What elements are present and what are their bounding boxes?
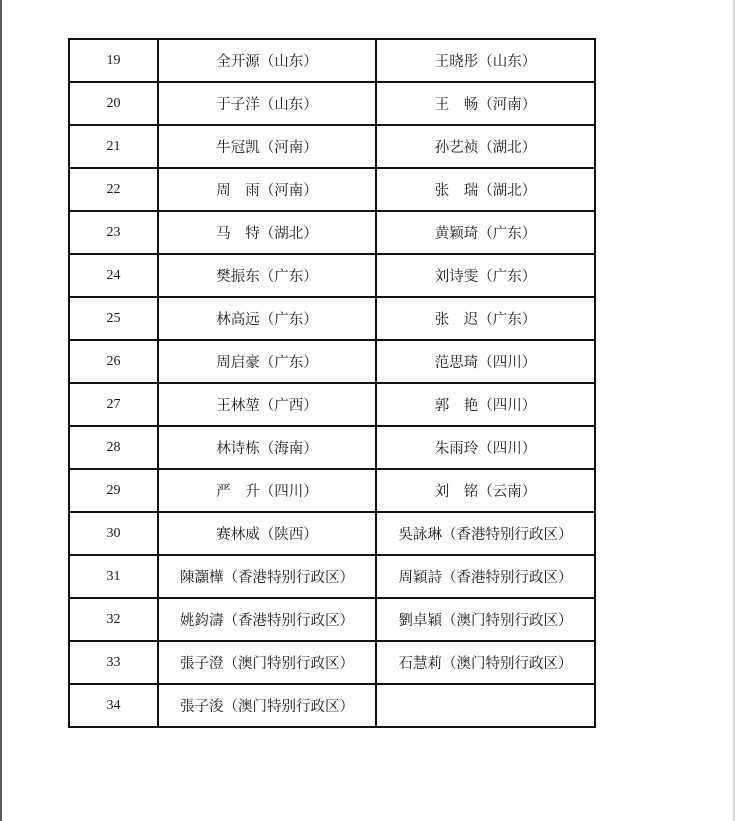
table-row [69, 125, 595, 168]
row-number: 25 [69, 297, 158, 340]
right-player-cell: 吳詠琳（香港特别行政区） [376, 512, 595, 555]
table-row [69, 383, 595, 426]
table-row [69, 297, 595, 340]
right-player-cell: 王 畅（河南） [376, 82, 595, 125]
table-row [69, 512, 595, 555]
row-number: 31 [69, 555, 158, 598]
table-row [69, 598, 595, 641]
right-player-cell: 石慧莉（澳门特别行政区） [376, 641, 595, 684]
table-row [69, 684, 595, 727]
table-row [69, 340, 595, 383]
right-player-cell: 刘诗雯（广东） [376, 254, 595, 297]
left-player-cell: 張子澄（澳门特别行政区） [158, 641, 376, 684]
right-player-cell: 范思琦（四川） [376, 340, 595, 383]
table-row [69, 82, 595, 125]
row-number: 33 [69, 641, 158, 684]
right-player-cell: 王晓彤（山东） [376, 39, 595, 82]
table-row [69, 641, 595, 684]
table-row [69, 39, 595, 82]
row-number: 24 [69, 254, 158, 297]
table-row [69, 254, 595, 297]
row-number: 21 [69, 125, 158, 168]
row-number: 30 [69, 512, 158, 555]
page-edge-left [0, 0, 2, 821]
left-player-cell: 周 雨（河南） [158, 168, 376, 211]
row-number: 28 [69, 426, 158, 469]
left-player-cell: 林诗栋（海南） [158, 426, 376, 469]
row-number: 32 [69, 598, 158, 641]
left-player-cell: 樊振东（广东） [158, 254, 376, 297]
left-player-cell: 陳灝樺（香港特别行政区） [158, 555, 376, 598]
left-player-cell: 張子浚（澳门特别行政区） [158, 684, 376, 727]
roster-table [68, 38, 596, 728]
left-player-cell: 于子洋（山东） [158, 82, 376, 125]
row-number: 23 [69, 211, 158, 254]
left-player-cell: 全开源（山东） [158, 39, 376, 82]
right-player-cell [376, 684, 595, 727]
table-row [69, 469, 595, 512]
row-number: 19 [69, 39, 158, 82]
left-player-cell: 马 特（湖北） [158, 211, 376, 254]
row-number: 29 [69, 469, 158, 512]
left-player-cell: 林高远（广东） [158, 297, 376, 340]
right-player-cell: 孙艺祯（湖北） [376, 125, 595, 168]
right-player-cell: 郭 艳（四川） [376, 383, 595, 426]
right-player-cell: 黄颖琦（广东） [376, 211, 595, 254]
left-player-cell: 周启豪（广东） [158, 340, 376, 383]
left-player-cell: 牛冠凯（河南） [158, 125, 376, 168]
table-row [69, 211, 595, 254]
table-row [69, 555, 595, 598]
row-number: 22 [69, 168, 158, 211]
row-number: 27 [69, 383, 158, 426]
row-number: 20 [69, 82, 158, 125]
left-player-cell: 赛林威（陕西） [158, 512, 376, 555]
row-number: 34 [69, 684, 158, 727]
table-row [69, 426, 595, 469]
right-player-cell: 刘 铭（云南） [376, 469, 595, 512]
right-player-cell: 张 迟（广东） [376, 297, 595, 340]
right-player-cell: 朱雨玲（四川） [376, 426, 595, 469]
roster-table-body [69, 39, 595, 727]
right-player-cell: 张 瑞（湖北） [376, 168, 595, 211]
row-number: 26 [69, 340, 158, 383]
table-row [69, 168, 595, 211]
left-player-cell: 王林堃（广西） [158, 383, 376, 426]
right-player-cell: 劉卓穎（澳门特别行政区） [376, 598, 595, 641]
right-player-cell: 周穎詩（香港特别行政区） [376, 555, 595, 598]
left-player-cell: 严 升（四川） [158, 469, 376, 512]
left-player-cell: 姚鈞濤（香港特别行政区） [158, 598, 376, 641]
